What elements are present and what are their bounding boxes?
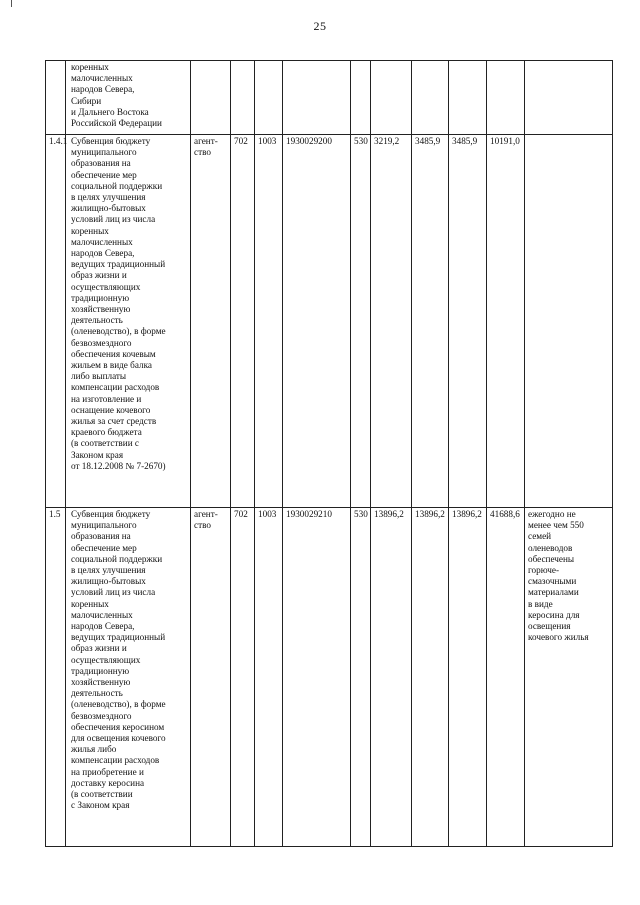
vr-cell [351,61,371,135]
year1-cell [371,61,412,135]
rzpr-cell: 1003 [255,135,283,508]
executor-cell [191,61,231,135]
result-cell [525,61,613,135]
measure-name-cell: коренных малочисленных народов Севера, Сибири и Дальнего Востока Российской Федерации [66,61,191,135]
year2-cell: 13896,2 [412,508,449,847]
year1-cell: 13896,2 [371,508,412,847]
csr-cell: 1930029210 [283,508,351,847]
result-cell: ежегодно не менее чем 550 семей оленеводов обеспечены горюче- смазочными материалами в виде керосина для освещения кочевого жилья [525,508,613,847]
measure-name-cell: Субвенция бюджету муниципального образования на обеспечение мер социальной поддержки в целях улучшения жилищно-бытовых условий лиц из числа коренных малочисленных народов Севера, ведущих традиционный образ жизни и осуществляющих традиционную хозяйственную деятельность (оленеводство), в форме безвозмездного обеспечения кочевым жильем в виде балка либо выплаты компенсации расходов на изготовление и оснащение кочевого жилья за счет средств краевого бюджета (в соответствии с Законом края от 18.12.2008 № 7-2670) [66,135,191,508]
year2-cell [412,61,449,135]
year3-cell: 3485,9 [449,135,487,508]
executor-cell: агент- ство [191,135,231,508]
row-number-cell: 1.4.1 [46,135,66,508]
budget-table [45,60,613,847]
total-cell: 10191,0 [487,135,525,508]
scan-mark [11,0,12,7]
vr-cell: 530 [351,508,371,847]
page-number: 25 [313,19,327,33]
table-row [46,508,613,847]
rzpr-cell: 1003 [255,508,283,847]
grbs-cell: 702 [231,135,255,508]
executor-cell: агент- ство [191,508,231,847]
rzpr-cell [255,61,283,135]
csr-cell [283,61,351,135]
csr-cell: 1930029200 [283,135,351,508]
total-cell [487,61,525,135]
result-cell [525,135,613,508]
table-row [46,135,613,508]
vr-cell: 530 [351,135,371,508]
grbs-cell [231,61,255,135]
table-row [46,61,613,135]
year1-cell: 3219,2 [371,135,412,508]
row-number-cell [46,61,66,135]
year3-cell: 13896,2 [449,508,487,847]
year2-cell: 3485,9 [412,135,449,508]
year3-cell [449,61,487,135]
total-cell: 41688,6 [487,508,525,847]
row-number-cell: 1.5 [46,508,66,847]
grbs-cell: 702 [231,508,255,847]
measure-name-cell: Субвенция бюджету муниципального образования на обеспечение мер социальной поддержки в целях улучшения жилищно-бытовых условий лиц из числа коренных малочисленных народов Севера, ведущих традиционный образ жизни и осуществляющих традиционную хозяйственную деятельность (оленеводство), в форме безвозмездного обеспечения керосином для освещения кочевого жилья либо компенсации расходов на приобретение и доставку керосина (в соответствии с Законом края [66,508,191,847]
